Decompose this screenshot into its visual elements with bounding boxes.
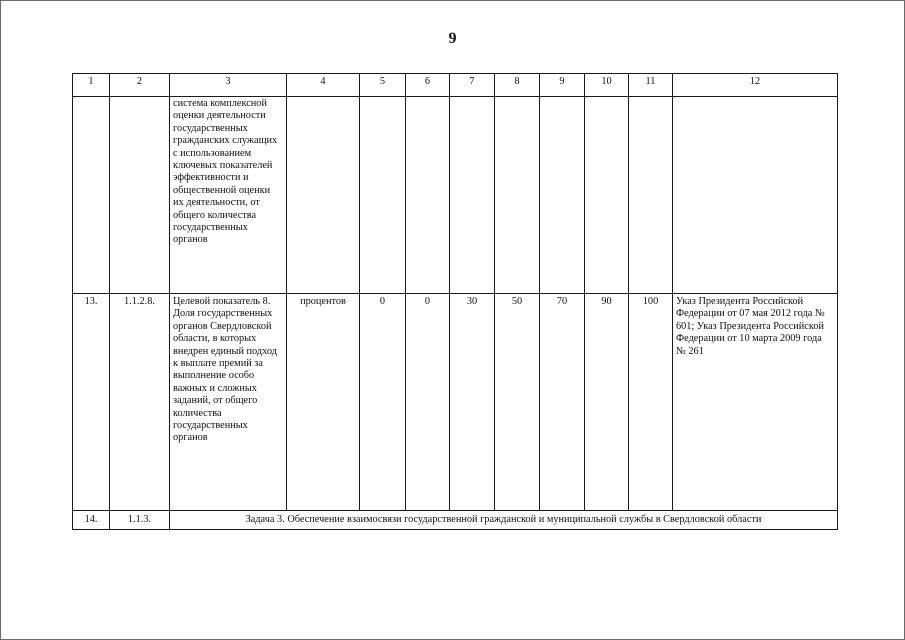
cell-value — [450, 97, 495, 294]
cell-num: 14. — [73, 511, 110, 530]
header-cell: 11 — [629, 74, 673, 97]
table-header-row — [73, 74, 838, 97]
header-cell: 9 — [540, 74, 585, 97]
table-row — [73, 294, 838, 511]
page-number: 9 — [448, 30, 457, 47]
cell-value — [585, 97, 629, 294]
table-row-task — [73, 511, 838, 530]
cell-task-title: Задача 3. Обеспечение взаимосвязи государственной гражданской и муниципальной службы в Свердловской области — [170, 511, 838, 530]
header-cell: 10 — [585, 74, 629, 97]
cell-unit — [287, 97, 360, 294]
cell-unit: процентов — [287, 294, 360, 511]
cell-value — [406, 97, 450, 294]
header-cell: 3 — [170, 74, 287, 97]
header-cell: 1 — [73, 74, 110, 97]
cell-value — [495, 97, 540, 294]
cell-code: 1.1.3. — [110, 511, 170, 530]
cell-value: 0 — [406, 294, 450, 511]
header-cell: 4 — [287, 74, 360, 97]
cell-value — [360, 97, 406, 294]
cell-value: 100 — [629, 294, 673, 511]
cell-source — [673, 97, 838, 294]
cell-indicator-text: Целевой показатель 8. Доля государственных органов Свердловской области, в которых внедрен единый подход к выплате премий за выполнение особо важных и сложных заданий, от общего количества государственных органов — [170, 294, 287, 511]
cell-value: 90 — [585, 294, 629, 511]
cell-indicator-text: система комплексной оценки деятельности государственных гражданских служащих с использованием ключевых показателей эффективности и общественной оценки их деятельности, от общего количества государственных органов — [170, 97, 287, 294]
cell-value — [629, 97, 673, 294]
header-cell: 12 — [673, 74, 838, 97]
cell-value: 50 — [495, 294, 540, 511]
cell-value: 0 — [360, 294, 406, 511]
table-row-continued — [73, 97, 838, 294]
header-cell: 6 — [406, 74, 450, 97]
cell-num: 13. — [73, 294, 110, 511]
header-cell: 5 — [360, 74, 406, 97]
cell-source: Указ Президента Российской Федерации от 07 мая 2012 года № 601; Указ Президента Российской Федерации от 10 марта 2009 года № 261 — [673, 294, 838, 511]
cell-num — [73, 97, 110, 294]
header-cell: 8 — [495, 74, 540, 97]
header-cell: 7 — [450, 74, 495, 97]
cell-value: 30 — [450, 294, 495, 511]
header-cell: 2 — [110, 74, 170, 97]
cell-code — [110, 97, 170, 294]
cell-code: 1.1.2.8. — [110, 294, 170, 511]
cell-value — [540, 97, 585, 294]
cell-value: 70 — [540, 294, 585, 511]
indicators-table — [72, 73, 838, 530]
